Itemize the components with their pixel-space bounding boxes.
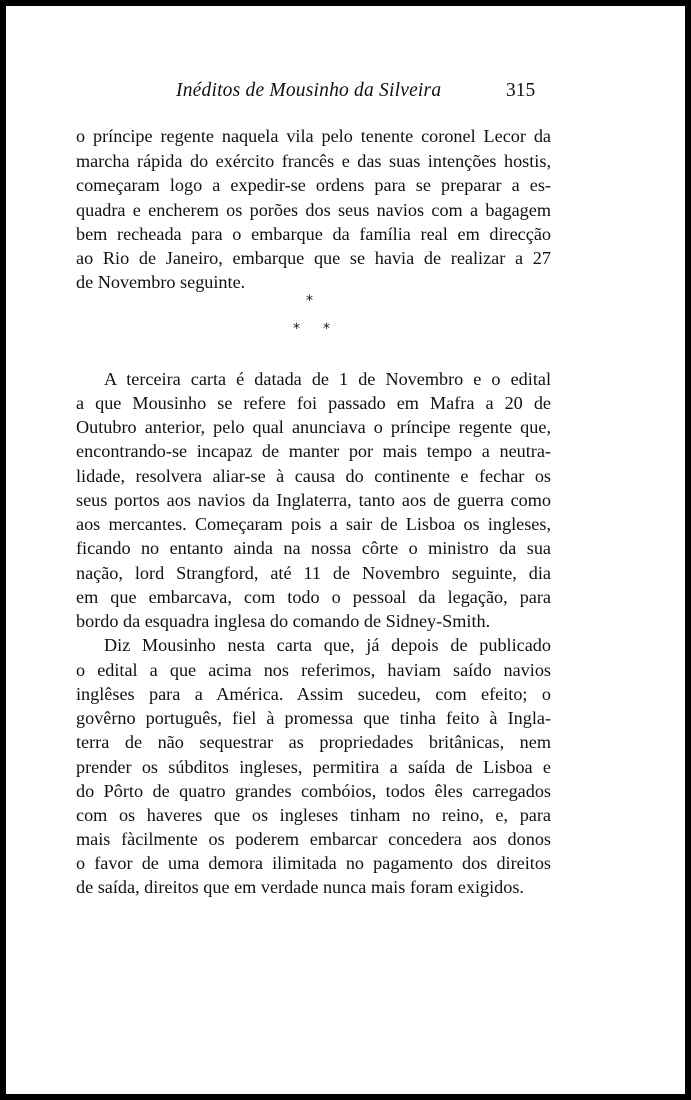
text-line: mais fàcilmente os poderem embarcar concedera aos donos xyxy=(76,829,551,849)
text-line: bem recheada para o embarque da família real em direcção xyxy=(76,224,551,244)
text-line: inglêses para a América. Assim sucedeu, com efeito; o xyxy=(76,684,551,704)
text-line: Outubro anterior, pelo qual anunciava o príncipe regente que, xyxy=(76,417,551,437)
running-title: Inéditos de Mousinho da Silveira xyxy=(176,80,442,101)
book-page xyxy=(6,6,685,1094)
text-line: ficando no entanto ainda na nossa côrte o ministro da sua xyxy=(76,538,551,558)
text-line: Diz Mousinho nesta carta que, já depois de publicado xyxy=(104,635,551,655)
text-line: bordo da esquadra inglesa do comando de Sidney-Smith. xyxy=(76,611,491,631)
text-line: quadra e encherem os porões dos seus navios com a bagagem xyxy=(76,200,551,220)
text-line: o favor de uma demora ilimitada no pagamento dos direitos xyxy=(76,853,551,873)
separator-star: * xyxy=(293,321,300,337)
page-number: 315 xyxy=(506,80,536,101)
text-line: de saída, direitos que em verdade nunca mais foram exigidos. xyxy=(76,877,524,897)
text-line: A terceira carta é datada de 1 de Novembro e o edital xyxy=(104,369,551,389)
text-line: de Novembro seguinte. xyxy=(76,272,246,292)
text-line: a que Mousinho se refere foi passado em Mafra a 20 de xyxy=(76,393,551,413)
text-line: aos mercantes. Começaram pois a sair de Lisboa os ingleses, xyxy=(76,514,551,534)
text-line: em que embarcava, com todo o pessoal da legação, para xyxy=(76,587,551,607)
section-separator xyxy=(6,294,685,344)
running-header xyxy=(6,80,685,106)
text-line: com os haveres que os ingleses tinham no reino, e, para xyxy=(76,805,551,825)
text-line: encontrando-se incapaz de manter por mais tempo a neutra- xyxy=(76,441,551,461)
text-line: ao Rio de Janeiro, embarque que se havia de realizar a 27 xyxy=(76,248,551,268)
text-line: do Pôrto de quatro grandes combóios, todos êles carregados xyxy=(76,781,551,801)
text-line: começaram logo a expedir-se ordens para se preparar a es- xyxy=(76,175,551,195)
text-line: seus portos aos navios da Inglaterra, tanto aos de guerra como xyxy=(76,490,551,510)
separator-star: * xyxy=(306,293,313,309)
text-line: lidade, resolvera aliar-se à causa do continente e fechar os xyxy=(76,466,551,486)
text-line: nação, lord Strangford, até 11 de Novembro seguinte, dia xyxy=(76,563,551,583)
text-line: govêrno português, fiel à promessa que tinha feito à Ingla- xyxy=(76,708,551,728)
separator-star: * xyxy=(323,321,330,337)
text-line: prender os súbditos ingleses, permitira a saída de Lisboa e xyxy=(76,757,551,777)
text-line: marcha rápida do exército francês e das suas intenções hostis, xyxy=(76,151,551,171)
text-line: o príncipe regente naquela vila pelo tenente coronel Lecor da xyxy=(76,126,551,146)
text-line: terra de não sequestrar as propriedades britânicas, nem xyxy=(76,732,551,752)
text-line: o edital a que acima nos referimos, haviam saído navios xyxy=(76,660,551,680)
